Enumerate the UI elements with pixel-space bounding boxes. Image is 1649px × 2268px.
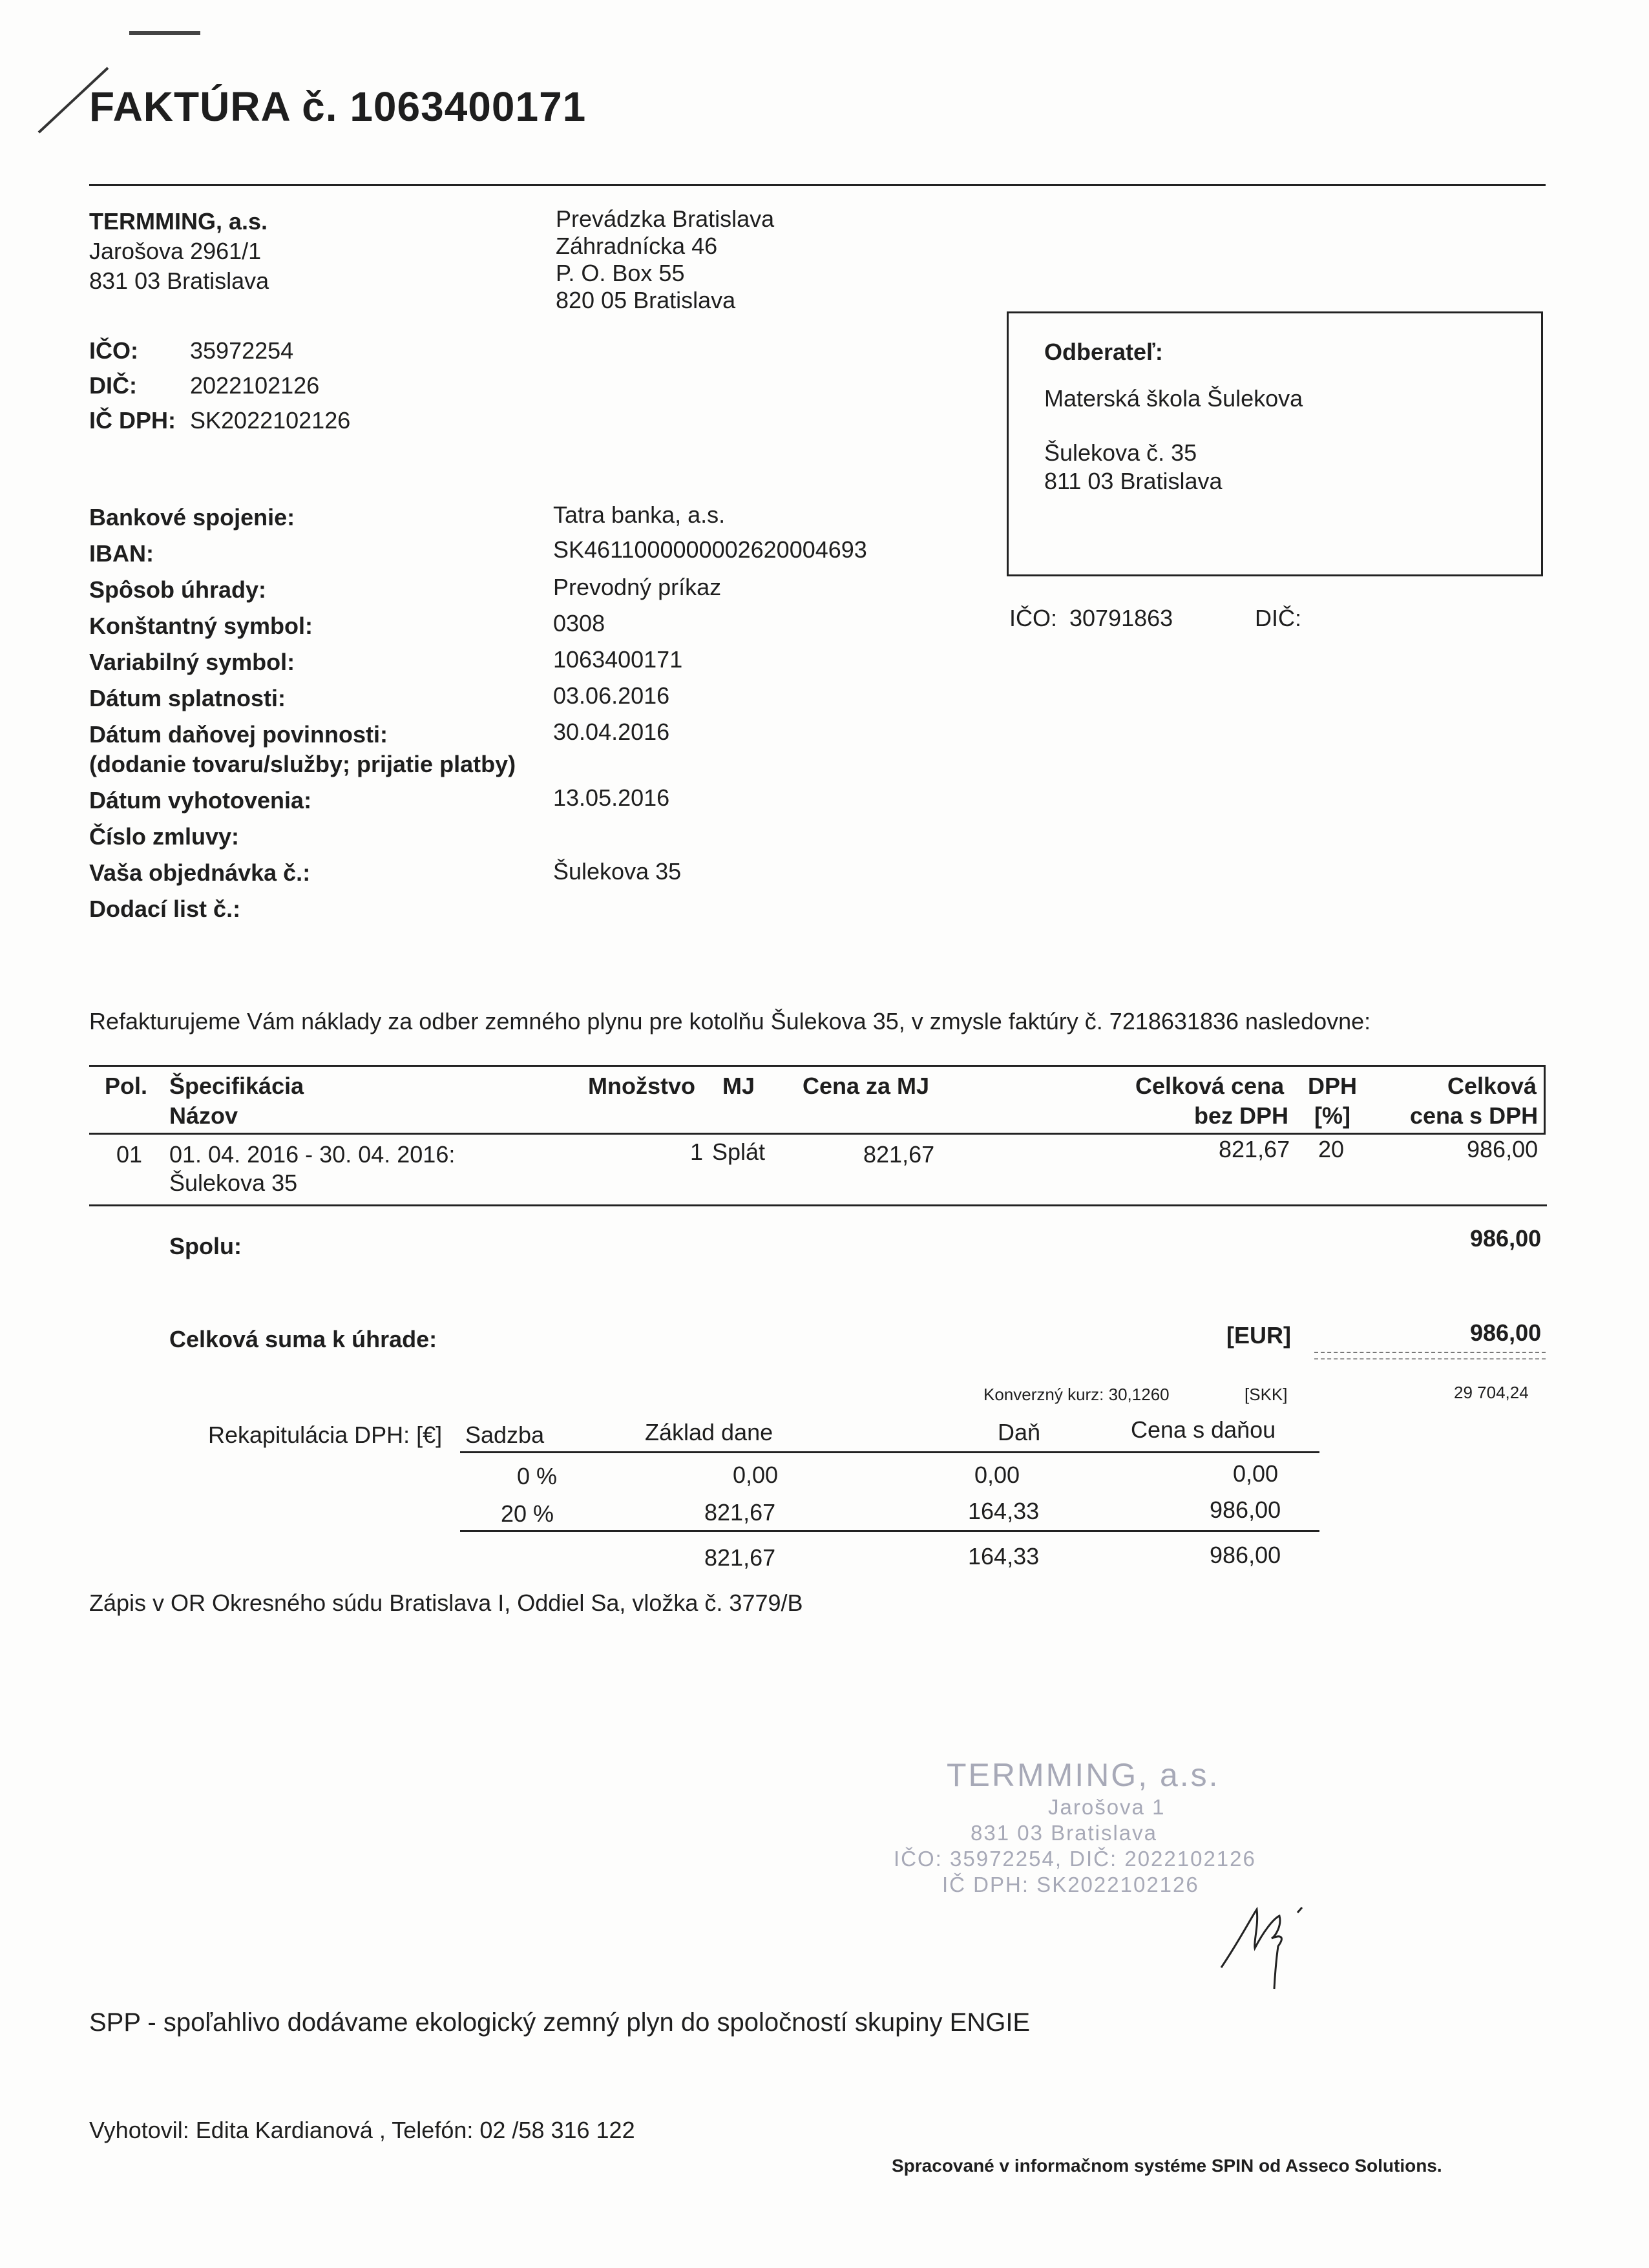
payment-value: Prevodný príkaz <box>553 574 722 600</box>
col-header-pol: Pol. <box>105 1073 148 1099</box>
supplier-ico: 35972254 <box>190 337 294 364</box>
payment-label: Variabilný symbol: <box>89 649 295 675</box>
spolu-value: 986,00 <box>1470 1225 1542 1252</box>
col-header-cena-mj: Cena za MJ <box>803 1073 930 1099</box>
row-dph: 20 <box>1318 1136 1345 1162</box>
payment-value: 1063400171 <box>553 646 683 673</box>
items-table-bottom-line <box>89 1204 1547 1206</box>
skk-label: [SKK] <box>1245 1385 1288 1404</box>
row-s-dph: 986,00 <box>1467 1136 1539 1162</box>
payment-value: 30.04.2016 <box>553 719 670 745</box>
suma-currency: [EUR] <box>1226 1322 1291 1349</box>
handwritten-signature <box>1215 1874 1331 1990</box>
vat-header-sadzba: Sadzba <box>465 1422 545 1448</box>
col-header-celkova-s-2: cena s DPH <box>1410 1102 1539 1129</box>
payment-label: Vaša objednávka č.: <box>89 859 311 886</box>
row-nazov: Šulekova 35 <box>169 1170 298 1196</box>
payment-label: Dodací list č.: <box>89 896 241 922</box>
vat-row-zaklad: 0,00 <box>733 1462 779 1488</box>
suma-label: Celková suma k úhrade: <box>169 1326 437 1352</box>
vat-header-cena: Cena s daňou <box>1131 1416 1276 1443</box>
customer-name: Materská škola Šulekova <box>1044 385 1303 412</box>
vat-header-line <box>460 1451 1319 1453</box>
supplier-icdph-label: IČ DPH: <box>89 407 176 434</box>
invoice-title: FAKTÚRA č. 1063400171 <box>89 83 587 130</box>
payment-label: IBAN: <box>89 540 154 567</box>
vat-row-cena: 986,00 <box>1210 1496 1281 1523</box>
stamp-line-2: 831 03 Bratislava <box>971 1821 1157 1845</box>
vat-total-zaklad: 821,67 <box>704 1544 776 1571</box>
row-spec: 01. 04. 2016 - 30. 04. 2016: <box>169 1141 456 1168</box>
col-header-mj: MJ <box>722 1073 755 1099</box>
customer-ico: 30791863 <box>1069 605 1173 631</box>
branch-line-3: P. O. Box 55 <box>556 260 685 286</box>
row-mnozstvo: 1 <box>690 1139 704 1165</box>
col-header-celkova-2: bez DPH <box>1194 1102 1289 1129</box>
payment-label: Dátum vyhotovenia: <box>89 787 312 814</box>
spolu-label: Spolu: <box>169 1233 242 1259</box>
stamp-company-name: TERMMING, a.s. <box>947 1757 1220 1793</box>
vat-row-sadzba: 20 % <box>501 1500 554 1527</box>
payment-value: 03.06.2016 <box>553 682 670 709</box>
system-note: Spracované v informačnom systéme SPIN od Asseco Solutions. <box>892 2156 1442 2176</box>
row-mj: Splát <box>712 1139 766 1165</box>
suma-dotted-underline <box>1314 1352 1546 1360</box>
col-header-spec: Špecifikácia <box>169 1073 304 1099</box>
customer-heading: Odberateľ: <box>1044 339 1163 365</box>
row-pol: 01 <box>116 1141 143 1168</box>
customer-city: 811 03 Bratislava <box>1044 468 1223 494</box>
stamp-line-4: IČ DPH: SK2022102126 <box>942 1873 1199 1896</box>
supplier-street: Jarošova 2961/1 <box>89 238 262 264</box>
payment-label: Dátum splatnosti: <box>89 685 286 711</box>
col-header-nazov: Názov <box>169 1102 238 1129</box>
vat-total-cena: 986,00 <box>1210 1542 1281 1568</box>
supplier-dic-label: DIČ: <box>89 372 137 399</box>
col-header-mnozstvo: Množstvo <box>588 1073 695 1099</box>
vat-row-dan: 164,33 <box>968 1498 1040 1524</box>
row-bez-dph: 821,67 <box>1219 1136 1290 1162</box>
payment-value: Šulekova 35 <box>553 858 682 885</box>
vat-total-line <box>460 1530 1319 1532</box>
vat-header-dan: Daň <box>998 1419 1041 1445</box>
payment-value: 13.05.2016 <box>553 784 670 811</box>
col-header-celkova-1: Celková cena <box>1135 1073 1285 1099</box>
payment-label: Dátum daňovej povinnosti: <box>89 721 388 748</box>
supplier-dic: 2022102126 <box>190 372 320 399</box>
branch-line-1: Prevádzka Bratislava <box>556 205 775 232</box>
col-header-dph-1: DPH <box>1308 1073 1358 1099</box>
payment-label: Konštantný symbol: <box>89 613 313 639</box>
payment-label: Bankové spojenie: <box>89 504 295 530</box>
branch-line-2: Záhradnícka 46 <box>556 233 718 259</box>
vat-header-zaklad: Základ dane <box>645 1419 773 1445</box>
payment-value: Tatra banka, a.s. <box>553 501 726 528</box>
register-note: Zápis v OR Okresného súdu Bratislava I, Oddiel Sa, vložka č. 3779/B <box>89 1590 803 1616</box>
issued-by: Vyhotovil: Edita Kardianová , Telefón: 02 /58 316 122 <box>89 2117 635 2143</box>
supplier-name: TERMMING, a.s. <box>89 208 268 235</box>
stamp-line-1: Jarošova 1 <box>1048 1795 1166 1819</box>
intro-text: Refakturujeme Vám náklady za odber zemného plynu pre kotolňu Šulekova 35, v zmysle faktúry č. 7218631836 nasledovne: <box>89 1008 1371 1034</box>
suma-value: 986,00 <box>1470 1319 1542 1346</box>
customer-ico-label: IČO: <box>1009 605 1058 631</box>
vat-row-zaklad: 821,67 <box>704 1499 776 1526</box>
title-divider <box>89 184 1546 186</box>
col-header-celkova-s-1: Celková <box>1447 1073 1537 1099</box>
konverzny-kurz: Konverzný kurz: 30,1260 <box>983 1385 1170 1404</box>
payment-label: Číslo zmluvy: <box>89 823 240 850</box>
vat-recap-title: Rekapitulácia DPH: [€] <box>208 1422 443 1448</box>
payment-value: SK4611000000002620004693 <box>553 536 867 563</box>
top-scribble-mark <box>129 31 200 35</box>
supplier-city: 831 03 Bratislava <box>89 268 269 294</box>
customer-street: Šulekova č. 35 <box>1044 439 1197 466</box>
row-cena-mj: 821,67 <box>863 1141 935 1168</box>
skk-value: 29 704,24 <box>1454 1383 1529 1402</box>
supplier-ico-label: IČO: <box>89 337 138 364</box>
branch-line-4: 820 05 Bratislava <box>556 287 736 313</box>
vat-row-dan: 0,00 <box>974 1462 1020 1488</box>
payment-label: (dodanie tovaru/služby; prijatie platby) <box>89 751 516 777</box>
payment-value: 0308 <box>553 610 605 636</box>
payment-label: Spôsob úhrady: <box>89 576 267 603</box>
vat-total-dan: 164,33 <box>968 1543 1040 1570</box>
supplier-icdph: SK2022102126 <box>190 407 351 434</box>
col-header-dph-2: [%] <box>1314 1102 1350 1129</box>
customer-dic-label: DIČ: <box>1255 605 1301 631</box>
stamp-line-3: IČO: 35972254, DIČ: 2022102126 <box>894 1847 1256 1871</box>
vat-row-cena: 0,00 <box>1233 1460 1279 1487</box>
vat-row-sadzba: 0 % <box>517 1463 558 1489</box>
slogan: SPP - spoľahlivo dodávame ekologický zemný plyn do spoločností skupiny ENGIE <box>89 2008 1031 2037</box>
